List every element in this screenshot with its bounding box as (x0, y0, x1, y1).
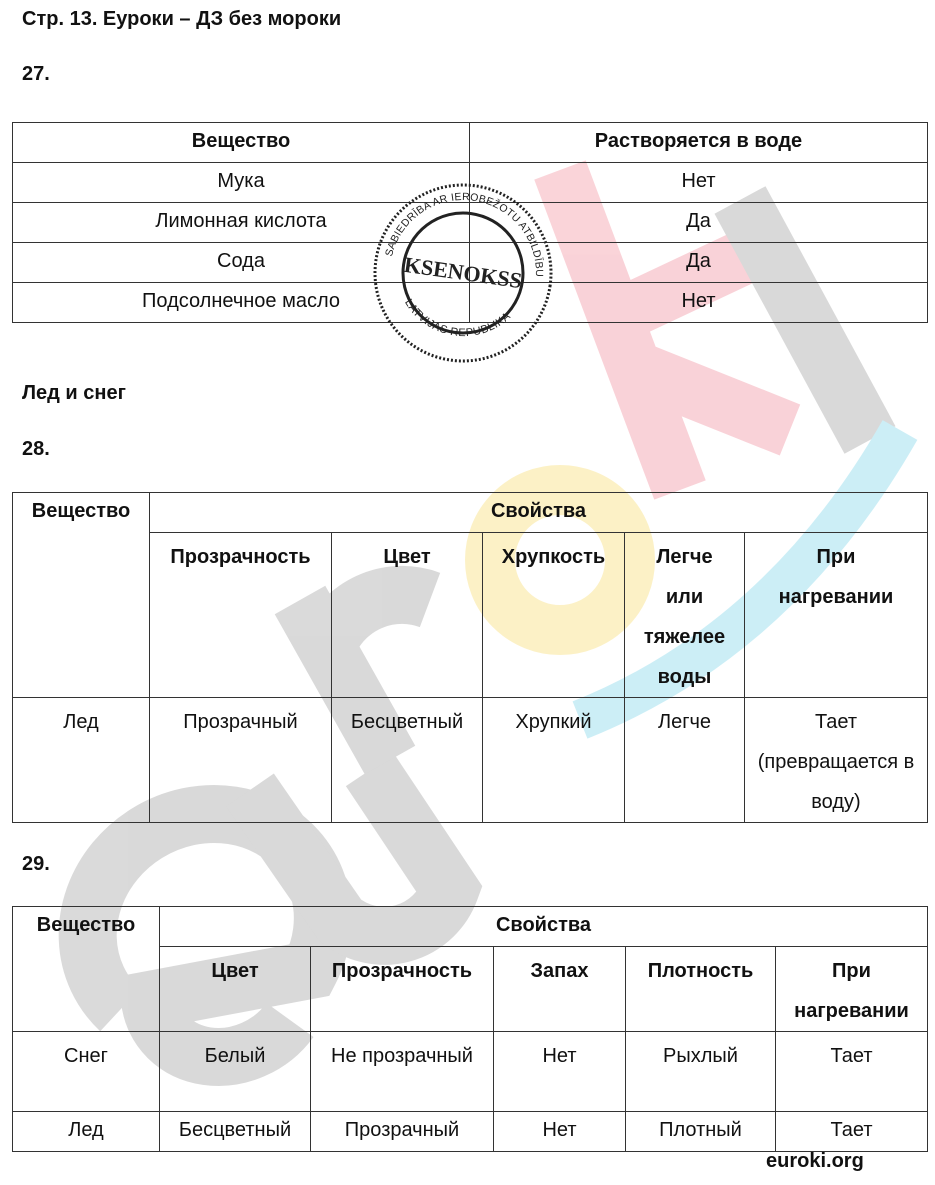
table-28-cell: Тает (превращается в воду) (745, 698, 928, 823)
stamp-bottom-arc-text: LATVIJAS REPUBLIKA (402, 297, 514, 340)
table-29-cell: Бесцветный (160, 1112, 311, 1152)
table-29-cell: Нет (494, 1032, 626, 1112)
table-28-cell: Легче (625, 698, 745, 823)
table-27-cell: Сода (13, 243, 470, 283)
table-28-head-col: Хрупкость (483, 533, 625, 698)
table-27-head-substance: Вещество (13, 123, 470, 163)
table-29-cell: Тает (776, 1032, 928, 1112)
table-29-cell: Белый (160, 1032, 311, 1112)
table-row (13, 698, 928, 823)
table-29-cell: Прозрачный (311, 1112, 494, 1152)
stamp-top-arc-text: SABIEDRĪBA AR IEROBEŽOTU ATBILDĪBU (383, 190, 546, 278)
table-27-cell: Подсолнечное масло (13, 283, 470, 323)
table-row (13, 1112, 928, 1152)
exercise-27-number: 27. (22, 63, 50, 85)
table-28-head-col: Прозрачность (150, 533, 332, 698)
table-29-cell: Не прозрачный (311, 1032, 494, 1112)
table-27-cell: Мука (13, 163, 470, 203)
table-28-cell: Бесцветный (332, 698, 483, 823)
section-title: Лед и снег (22, 382, 126, 404)
footer-site: euroki.org (766, 1150, 864, 1172)
table-29-head-properties: Свойства (160, 907, 928, 947)
table-29-props-row (13, 907, 928, 947)
exercise-28-number: 28. (22, 438, 50, 460)
table-27-cell: Да (470, 243, 928, 283)
table-28-head-properties: Свойства (150, 493, 928, 533)
page-header: Стр. 13. Еуроки – ДЗ без мороки (22, 8, 342, 30)
exercise-29-number: 29. (22, 853, 50, 875)
table-27-cell: Нет (470, 163, 928, 203)
table-28-cell: Хрупкий (483, 698, 625, 823)
table-28-head-col: Цвет (332, 533, 483, 698)
table-29-cell: Плотный (626, 1112, 776, 1152)
table-29-head-col: При нагревании (776, 947, 928, 1032)
table-28 (12, 492, 928, 823)
table-29-cell: Снег (13, 1032, 160, 1112)
table-28-head-col: Легче или тяжелее воды (625, 533, 745, 698)
table-29-head-col: Цвет (160, 947, 311, 1032)
table-29-cell: Нет (494, 1112, 626, 1152)
table-29-head-col: Запах (494, 947, 626, 1032)
table-28-head-col: При нагревании (745, 533, 928, 698)
table-29-cell: Рыхлый (626, 1032, 776, 1112)
table-29-head-col: Прозрачность (311, 947, 494, 1032)
stamp-center-text: KSENOKSS (402, 251, 524, 294)
table-27-cell: Да (470, 203, 928, 243)
table-29-cell: Лед (13, 1112, 160, 1152)
table-29 (12, 906, 928, 1152)
table-27-cell: Лимонная кислота (13, 203, 470, 243)
table-27-header-row (13, 123, 928, 163)
table-29-head-col: Плотность (626, 947, 776, 1032)
table-28-cell: Прозрачный (150, 698, 332, 823)
table-29-cell: Тает (776, 1112, 928, 1152)
round-stamp (368, 178, 558, 368)
table-27-cell: Нет (470, 283, 928, 323)
table-28-header-row (13, 533, 928, 698)
table-28-props-row (13, 493, 928, 533)
table-28-head-substance: Вещество (13, 493, 150, 698)
table-row (13, 1032, 928, 1112)
table-28-cell: Лед (13, 698, 150, 823)
table-27-head-dissolves: Растворяется в воде (470, 123, 928, 163)
table-29-head-substance: Вещество (13, 907, 160, 1032)
